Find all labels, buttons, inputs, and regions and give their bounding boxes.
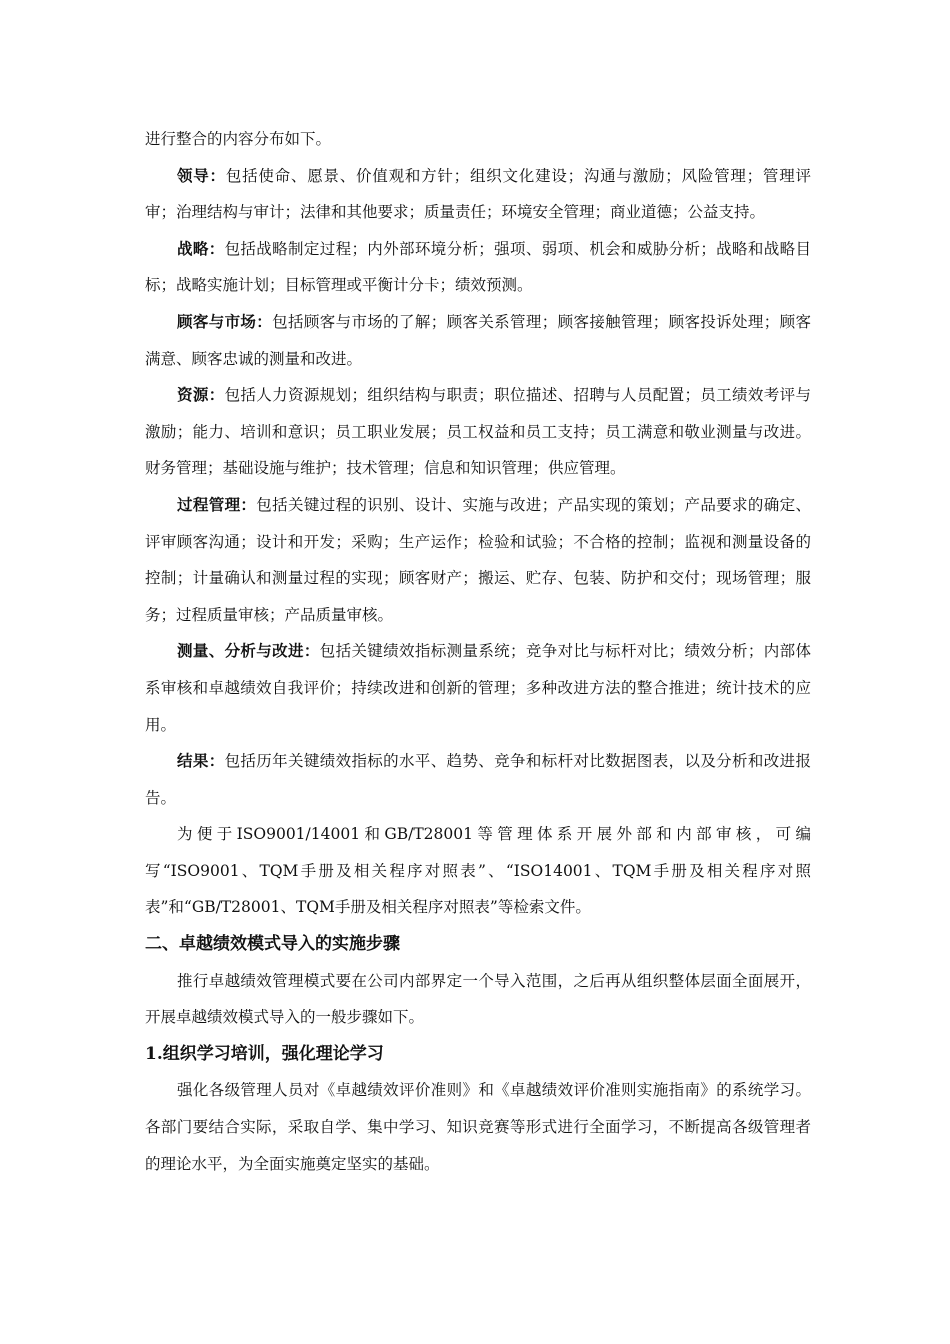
customer-term: 顾客与市场： xyxy=(177,311,273,331)
section-2-heading: 二、卓越绩效模式导入的实施步骤 xyxy=(145,934,400,955)
measurement-text: 包括关键绩效指标测量系统；竞争对比与标杆对比；绩效分析；内部体系审核和卓越绩效自我评价；持续改进和创新的管理；多种改进方法的整合推进；统计技术的应用。 xyxy=(145,642,811,734)
customer-paragraph xyxy=(145,304,811,377)
leadership-text: 包括使命、愿景、价值观和方针；组织文化建设；沟通与激励；风险管理；管理评审；治理结构与审计；法律和其他要求；质量责任；环境安全管理；商业道德；公益支持。 xyxy=(145,166,811,222)
iso-paragraph: 为便于ISO9001/14001和GB/T28001等管理体系开展外部和内部审核，可编写“ISO9001、TQM手册及相关程序对照表”、“ISO14001、TQM手册及相关程序对照表”和“GB/T28001、TQM手册及相关程序对照表”等检索文件。 xyxy=(145,825,811,917)
section-2-paragraph: 推行卓越绩效管理模式要在公司内部界定一个导入范围，之后再从组织整体层面全面展开，开展卓越绩效模式导入的一般步骤如下。 xyxy=(145,971,811,1027)
resources-text: 包括人力资源规划；组织结构与职责；职位描述、招聘与人员配置；员工绩效考评与激励；能力、培训和意识；员工职业发展；员工权益和员工支持；员工满意和敬业测量与改进。财务管理；基础设施与维护；技术管理；信息和知识管理；供应管理。 xyxy=(145,386,811,478)
leadership-term: 领导： xyxy=(177,165,226,185)
customer-text: 包括顾客与市场的了解；顾客关系管理；顾客接触管理；顾客投诉处理；顾客满意、顾客忠诚的测量和改进。 xyxy=(145,312,811,368)
step-1-paragraph: 强化各级管理人员对《卓越绩效评价准则》和《卓越绩效评价准则实施指南》的系统学习。各部门要结合实际，采取自学、集中学习、知识竞赛等形式进行全面学习，不断提高各级管理者的理论水平，为全面实施奠定坚实的基础。 xyxy=(145,1081,811,1173)
measurement-paragraph xyxy=(145,633,811,743)
process-paragraph xyxy=(145,487,811,633)
step-1-heading: 1.组织学习培训，强化理论学习 xyxy=(145,1043,384,1064)
document-body xyxy=(145,121,811,1182)
leadership-paragraph xyxy=(145,158,811,231)
strategy-text: 包括战略制定过程；内外部环境分析；强项、弱项、机会和威胁分析；战略和战略目标；战略实施计划；目标管理或平衡计分卡；绩效预测。 xyxy=(145,239,811,295)
process-term: 过程管理： xyxy=(177,494,257,514)
results-text: 包括历年关键绩效指标的水平、趋势、竞争和标杆对比数据图表，以及分析和改进报告。 xyxy=(145,752,811,807)
resources-term: 资源： xyxy=(177,385,225,405)
process-text: 包括关键过程的识别、设计、实施与改进；产品实现的策划；产品要求的确定、评审顾客沟通；设计和开发；采购；生产运作；检验和试验；不合格的控制；监视和测量设备的控制；计量确认和测量过程的实现；顾客财产；搬运、贮存、包装、防护和交付；现场管理；服务；过程质量审核；产品质量审核。 xyxy=(145,495,811,624)
intro-paragraph: 进行整合的内容分布如下。 xyxy=(145,130,332,148)
measurement-term: 测量、分析与改进： xyxy=(177,641,320,661)
strategy-paragraph xyxy=(145,231,811,304)
strategy-term: 战略： xyxy=(177,238,225,258)
results-term: 结果： xyxy=(177,751,225,771)
results-paragraph xyxy=(145,743,811,816)
resources-paragraph xyxy=(145,377,811,487)
